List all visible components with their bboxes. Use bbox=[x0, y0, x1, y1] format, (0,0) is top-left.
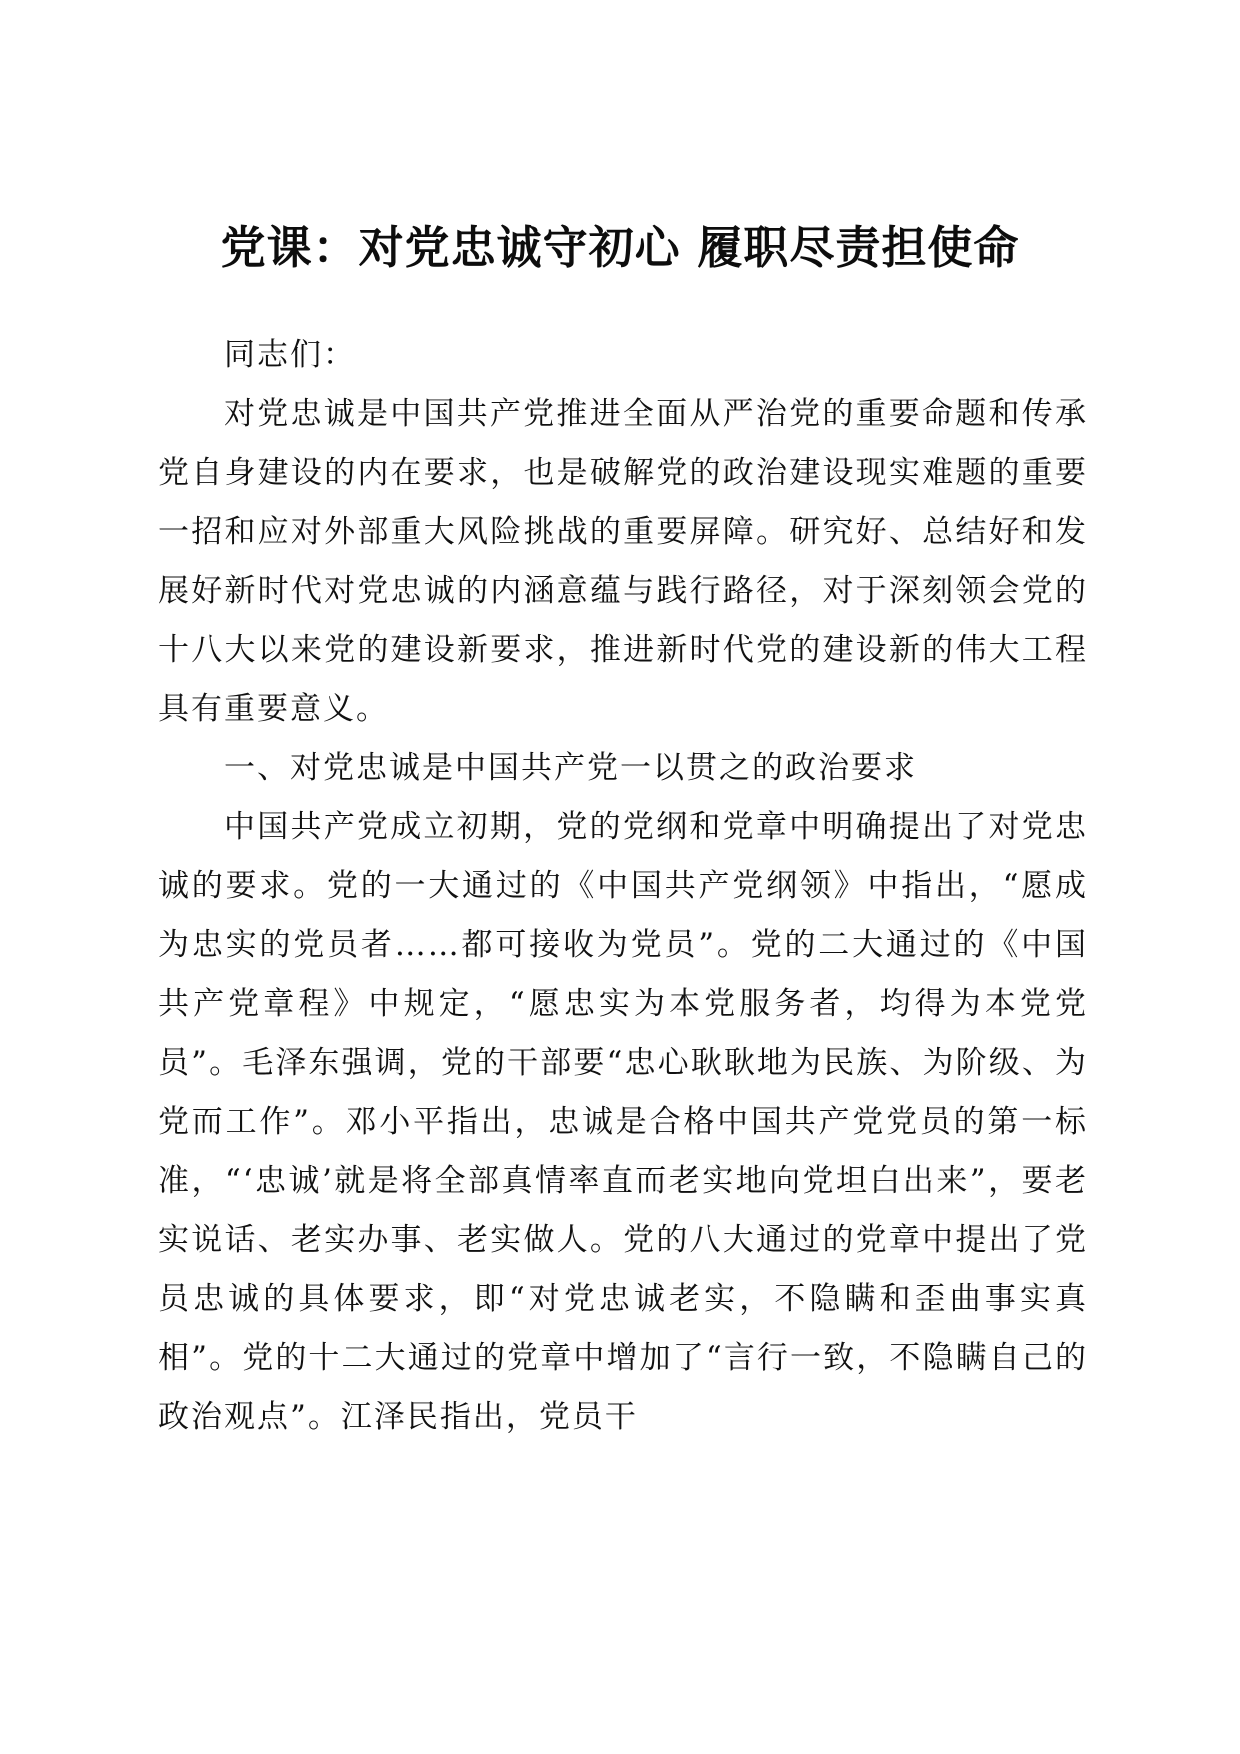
paragraph-intro: 对党忠诚是中国共产党推进全面从严治党的重要命题和传承党自身建设的内在要求，也是破解党的政治建设现实难题的重要一招和应对外部重大风险挑战的重要屏障。研究好、总结好和发展好新时代对党忠诚的内涵意蕴与践行路径，对于深刻领会党的十八大以来党的建设新要求，推进新时代党的建设新的伟大工程具有重要意义。 bbox=[158, 396, 1088, 727]
paragraph-history: 中国共产党成立初期，党的党纲和党章中明确提出了对党忠诚的要求。党的一大通过的《中国共产党纲领》中指出，“愿成为忠实的党员者……都可接收为党员”。党的二大通过的《中国共产党章程》中规定，“愿忠实为本党服务者，均得为本党党员”。毛泽东强调，党的干部要“忠心耿耿地为民族、为阶级、为党而工作”。邓小平指出，忠诚是合格中国共产党党员的第一标准，“‘忠诚’就是将全部真情率直而老实地向党坦白出来”，要老实说话、老实办事、老实做人。党的八大通过的党章中提出了党员忠诚的具体要求，即“对党忠诚老实，不隐瞒和歪曲事实真相”。党的十二大通过的党章中增加了“言行一致，不隐瞒自己的政治观点”。江泽民指出，党员干 bbox=[158, 809, 1088, 1435]
section-heading-1: 一、对党忠诚是中国共产党一以贯之的政治要求 bbox=[224, 750, 917, 786]
document-body bbox=[158, 326, 1088, 1447]
document-title: 党课：对党忠诚守初心 履职尽责担使命 bbox=[220, 221, 1020, 274]
greeting: 同志们： bbox=[224, 337, 356, 373]
